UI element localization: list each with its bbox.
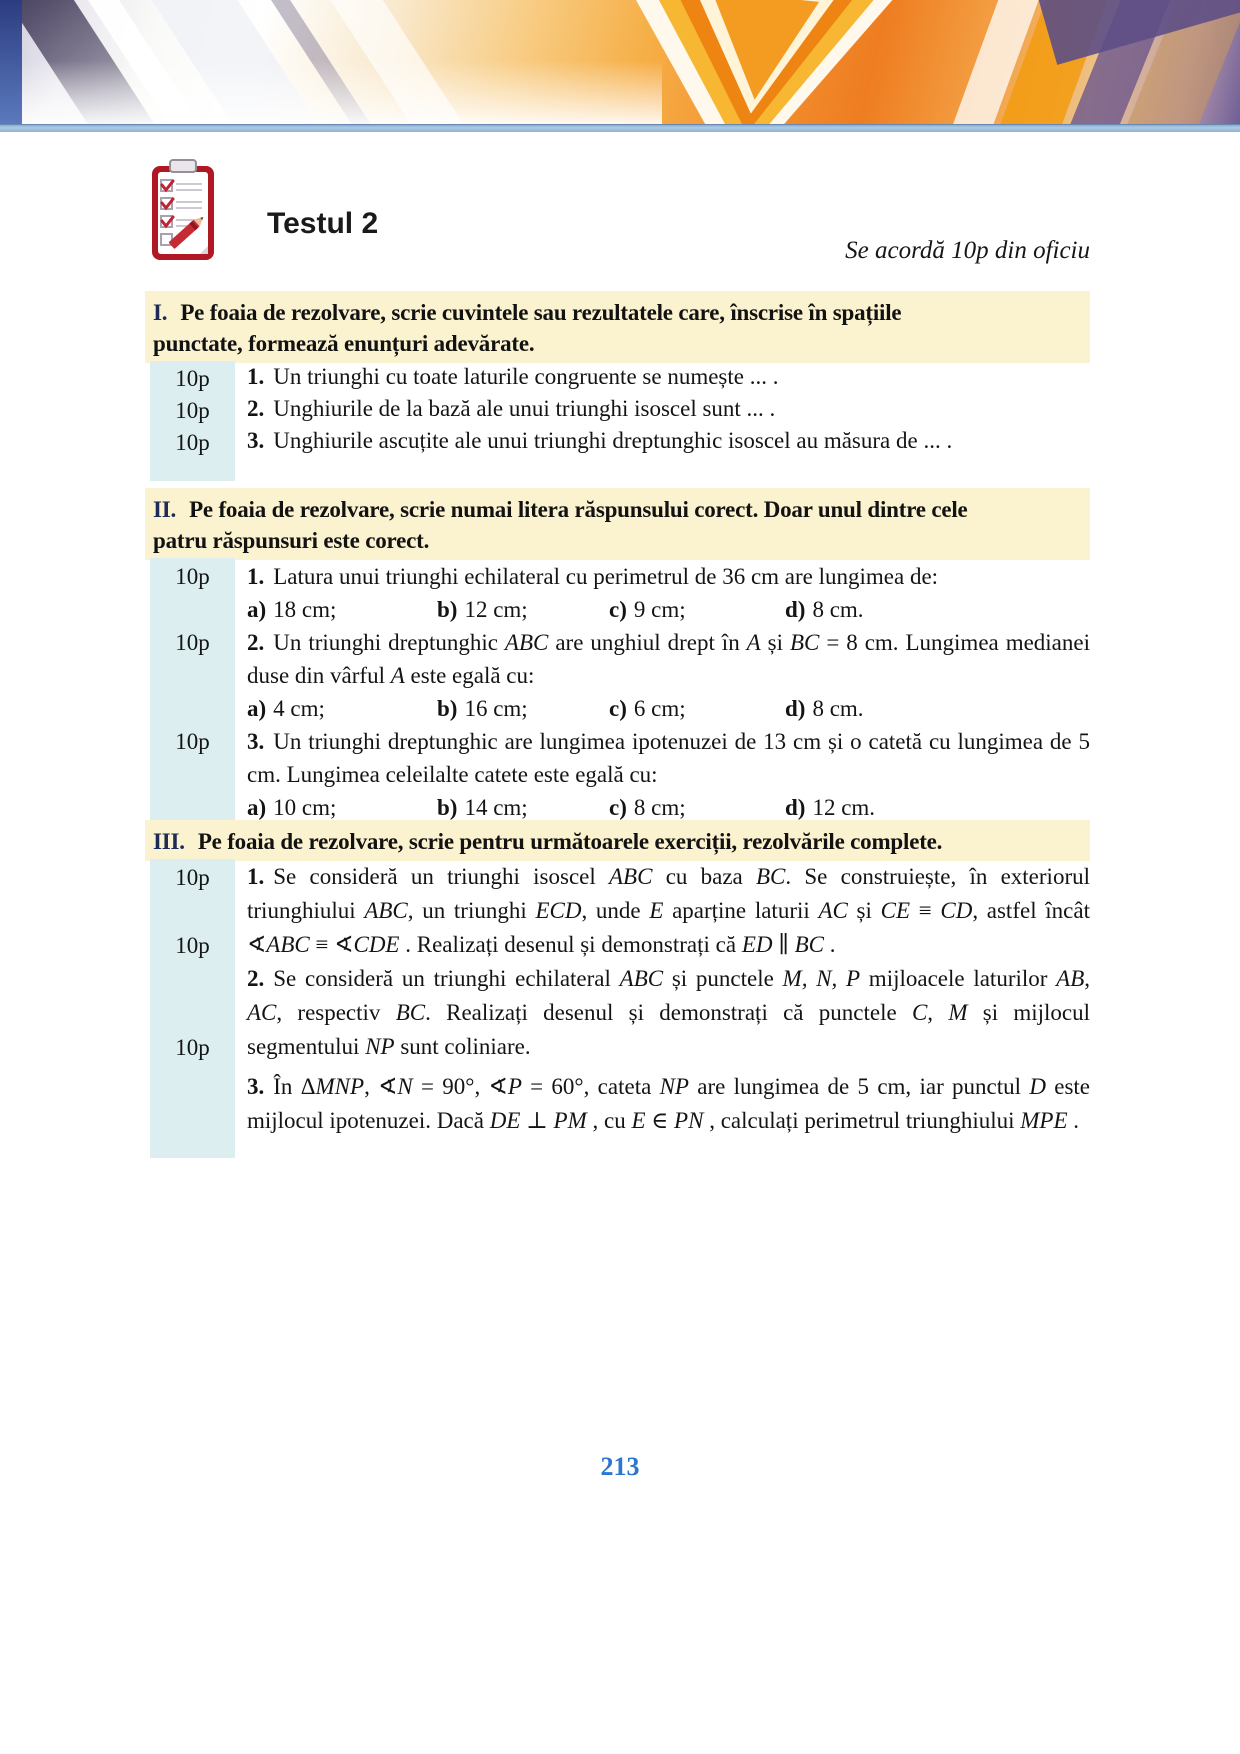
option-value: 10 cm; bbox=[273, 795, 337, 820]
options-row bbox=[247, 593, 1090, 626]
question bbox=[247, 361, 1090, 393]
points-label: 10p bbox=[175, 630, 210, 655]
option-letter: a) bbox=[247, 795, 267, 820]
section-title: Pe foaia de rezolvare, scrie cuvintele sau rezultatele care, înscrise în spațiile punctate, formează enunțuri adevărate. bbox=[153, 300, 902, 356]
section-2-questions bbox=[150, 560, 1090, 824]
points-label: 10p bbox=[175, 1035, 210, 1060]
question bbox=[247, 626, 1090, 692]
option-value: 16 cm; bbox=[464, 696, 528, 721]
option-c bbox=[609, 692, 785, 725]
option-b bbox=[437, 692, 609, 725]
header-artwork bbox=[0, 0, 1240, 124]
option-a bbox=[247, 593, 437, 626]
option-value: 6 cm; bbox=[633, 696, 686, 721]
option-letter: b) bbox=[437, 795, 458, 820]
question-text: Un triunghi dreptunghic ABC are unghiul drept în A și BC = 8 cm. Lungimea medianei duse din vârful A este egală cu: bbox=[247, 630, 1090, 688]
option-value: 4 cm; bbox=[273, 696, 325, 721]
option-letter: c) bbox=[609, 696, 627, 721]
section-title: Pe foaia de rezolvare, scrie numai litera răspunsului corect. Doar unul dintre cele patru răspunsuri este corect. bbox=[153, 497, 968, 553]
section-numeral: III. bbox=[153, 829, 185, 854]
art-triangle bbox=[701, 0, 819, 105]
section-3-questions bbox=[150, 860, 1090, 1138]
option-value: 9 cm; bbox=[633, 597, 686, 622]
question-number: 3. bbox=[247, 428, 265, 453]
points-label: 10p bbox=[175, 398, 210, 423]
question bbox=[247, 560, 1090, 593]
options-row bbox=[247, 692, 1090, 725]
points-label: 10p bbox=[175, 564, 210, 589]
question-number: 1. bbox=[247, 864, 265, 889]
question bbox=[247, 425, 1090, 457]
option-b bbox=[437, 593, 609, 626]
question bbox=[247, 962, 1090, 1064]
page-number: 213 bbox=[600, 1452, 640, 1481]
option-d bbox=[785, 593, 864, 626]
question-number: 1. bbox=[247, 564, 265, 589]
bonus-note: Se acordă 10p din oficiu bbox=[845, 237, 1090, 264]
question-text: Latura unui triunghi echilateral cu perimetrul de 36 cm are lungimea de: bbox=[273, 564, 939, 589]
question-text: Se consideră un triunghi isoscel ABC cu baza BC. Se construiește, în exteriorul triunghiului ABC, un triunghi ECD, unde E aparține laturii AC și CE ≡ CD, astfel încât ∢ABC ≡ ∢CDE . Realizați desenul și demonstrați că ED ∥ BC . bbox=[247, 864, 1090, 957]
test-title: Testul 2 bbox=[267, 207, 379, 240]
section-header-3 bbox=[145, 820, 1090, 861]
option-letter: c) bbox=[609, 597, 627, 622]
option-d bbox=[785, 692, 864, 725]
option-letter: b) bbox=[437, 696, 458, 721]
section-numeral: I. bbox=[153, 300, 168, 325]
question bbox=[247, 725, 1090, 791]
option-value: 18 cm; bbox=[273, 597, 337, 622]
option-value: 8 cm. bbox=[812, 696, 864, 721]
section-header-1 bbox=[145, 291, 1090, 363]
question-text: Se consideră un triunghi echilateral ABC și punctele M, N, P mijloacele laturilor AB, AC, respectiv BC. Realizați desenul și demonstrați că punctele C, M și mijlocul segmentului NP sunt coliniare. bbox=[247, 966, 1091, 1059]
option-a bbox=[247, 692, 437, 725]
points-label: 10p bbox=[175, 430, 210, 455]
section-title: Pe foaia de rezolvare, scrie pentru următoarele exerciții, rezolvările complete. bbox=[197, 829, 943, 854]
question-text: Un triunghi cu toate laturile congruente se numește ... . bbox=[273, 364, 779, 389]
question bbox=[247, 860, 1090, 962]
question-text: În ΔMNP, ∢N = 90°, ∢P = 60°, cateta NP are lungimea de 5 cm, iar punctul D este mijlocul ipotenuzei. Dacă DE ⊥ PM , cu E ∈ PN , calculați perimetrul triunghiului MPE . bbox=[247, 1074, 1090, 1133]
question-number: 3. bbox=[247, 729, 265, 754]
question-number: 3. bbox=[247, 1074, 265, 1099]
question bbox=[247, 393, 1090, 425]
option-letter: d) bbox=[785, 795, 806, 820]
question-number: 2. bbox=[247, 966, 265, 991]
option-letter: b) bbox=[437, 597, 458, 622]
question bbox=[247, 1070, 1090, 1138]
option-value: 14 cm; bbox=[464, 795, 528, 820]
question-number: 2. bbox=[247, 630, 265, 655]
left-accent-bar bbox=[0, 0, 22, 124]
option-letter: a) bbox=[247, 597, 267, 622]
option-value: 12 cm. bbox=[812, 795, 876, 820]
option-letter: d) bbox=[785, 597, 806, 622]
section-header-2 bbox=[145, 488, 1090, 560]
option-letter: d) bbox=[785, 696, 806, 721]
section-1-questions bbox=[150, 361, 1090, 457]
points-label: 10p bbox=[175, 729, 210, 754]
art-fade bbox=[22, 60, 662, 124]
question-text: Unghiurile de la bază ale unui triunghi isoscel sunt ... . bbox=[273, 396, 776, 421]
question-text: Un triunghi dreptunghic are lungimea ipotenuzei de 13 cm și o catetă cu lungimea de 5 cm. Lungimea celeilalte catete este egală cu: bbox=[247, 729, 1090, 787]
option-value: 8 cm. bbox=[812, 597, 864, 622]
header-divider bbox=[0, 124, 1240, 132]
option-letter: c) bbox=[609, 795, 627, 820]
option-value: 12 cm; bbox=[464, 597, 528, 622]
option-value: 8 cm; bbox=[633, 795, 686, 820]
option-letter: a) bbox=[247, 696, 267, 721]
points-label: 10p bbox=[175, 933, 210, 958]
points-label: 10p bbox=[175, 865, 210, 890]
option-c bbox=[609, 593, 785, 626]
question-number: 1. bbox=[247, 364, 265, 389]
points-label: 10p bbox=[175, 366, 210, 391]
question-text: Unghiurile ascuțite ale unui triunghi dreptunghic isoscel au măsura de ... . bbox=[273, 428, 953, 453]
section-numeral: II. bbox=[153, 497, 177, 522]
question-number: 2. bbox=[247, 396, 265, 421]
